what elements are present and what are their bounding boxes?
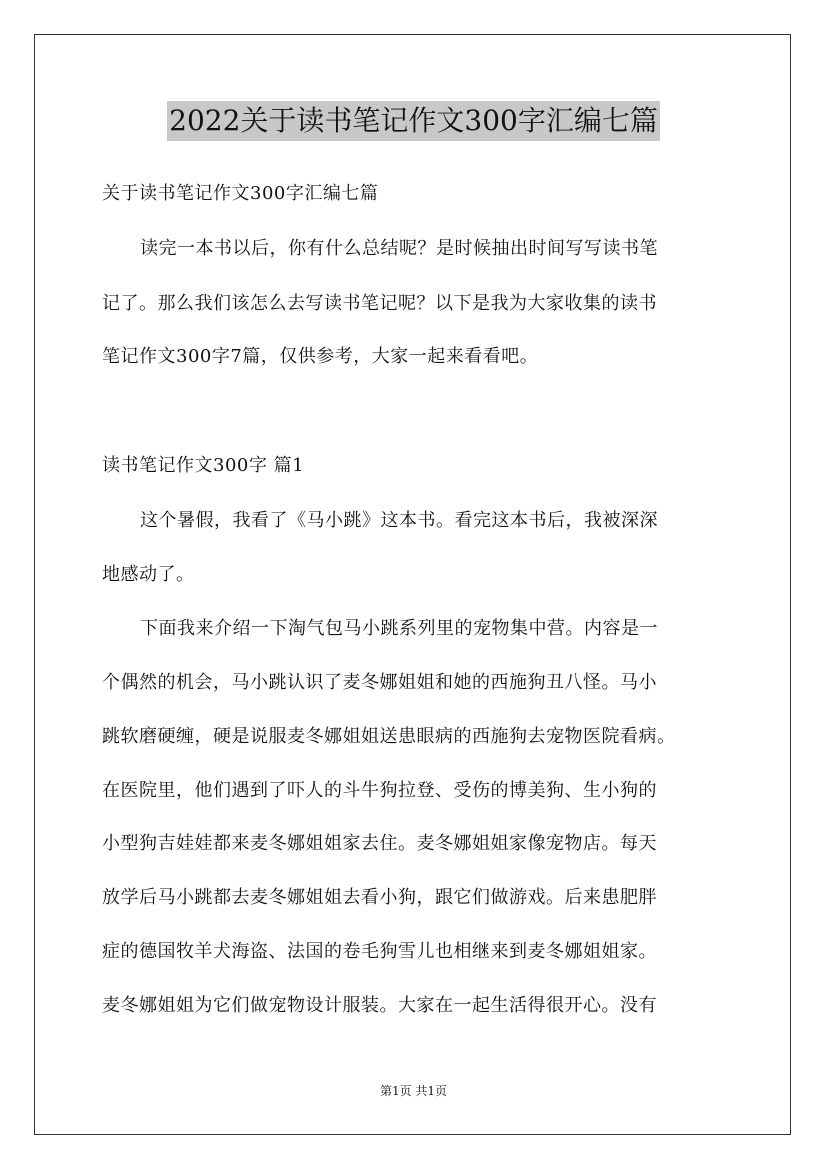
document-title: 2022关于读书笔记作文300字汇编七篇 — [167, 101, 660, 141]
paragraph2-line-3: 跳软磨硬缠，硬是说服麦冬娜姐姐送患眼病的西施狗去宠物医院看病。 — [102, 726, 676, 747]
title-container — [0, 101, 827, 141]
intro-line-2: 记了。那么我们该怎么去写读书笔记呢？以下是我为大家收集的读书 — [102, 293, 657, 314]
paragraph2-line-1: 下面我来介绍一下淘气包马小跳系列里的宠物集中营。内容是一 — [140, 618, 658, 639]
paragraph2-line-8: 麦冬娜姐姐为它们做宠物设计服装。大家在一起生活得很开心。没有 — [102, 995, 657, 1016]
paragraph1-line-1: 这个暑假，我看了《马小跳》这本书。看完这本书后，我被深深 — [140, 510, 658, 531]
paragraph2-line-5: 小型狗吉娃娃都来麦冬娜姐姐家去住。麦冬娜姐姐家像宠物店。每天 — [102, 833, 657, 854]
intro-line-3: 笔记作文300字7篇，仅供参考，大家一起来看看吧。 — [102, 346, 539, 367]
intro-line-1: 读完一本书以后，你有什么总结呢？是时候抽出时间写写读书笔 — [140, 238, 658, 259]
paragraph2-line-4: 在医院里，他们遇到了吓人的斗牛狗拉登、受伤的博美狗、生小狗的 — [102, 780, 657, 801]
section-heading: 读书笔记作文300字 篇1 — [102, 455, 305, 476]
paragraph1-line-2: 地感动了。 — [102, 564, 195, 585]
paragraph2-line-7: 症的德国牧羊犬海盗、法国的卷毛狗雪儿也相继来到麦冬娜姐姐家。 — [102, 941, 657, 962]
document-subtitle: 关于读书笔记作文300字汇编七篇 — [102, 183, 379, 204]
paragraph2-line-2: 个偶然的机会，马小跳认识了麦冬娜姐姐和她的西施狗丑八怪。马小 — [102, 672, 657, 693]
page-number: 第1页 共1页 — [379, 1084, 448, 1098]
paragraph2-line-6: 放学后马小跳都去麦冬娜姐姐去看小狗，跟它们做游戏。后来患肥胖 — [102, 887, 657, 908]
